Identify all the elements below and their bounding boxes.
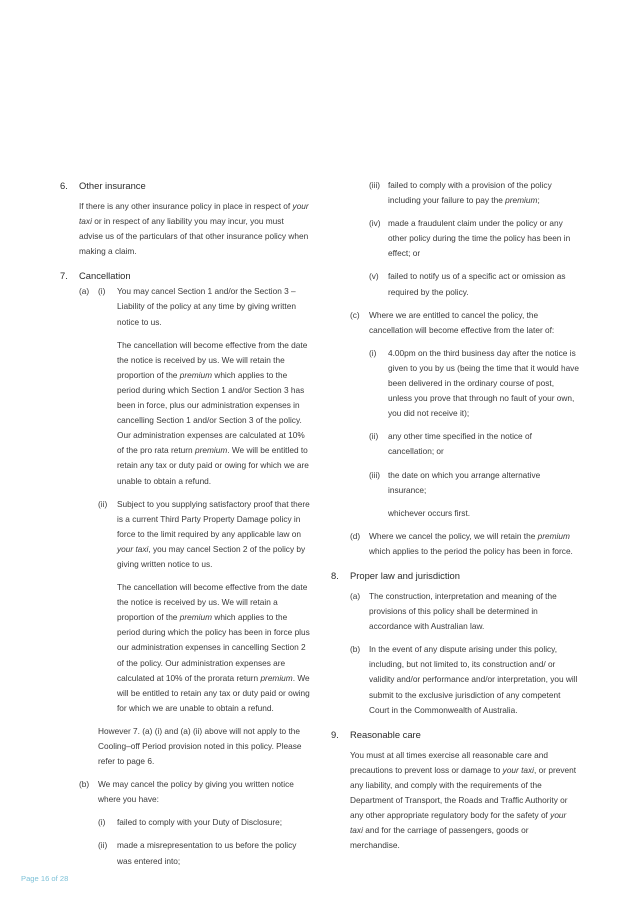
clause-label: (a) <box>79 286 90 297</box>
clause-7c-ii: (ii) any other time specified in the notice of cancellation; or <box>369 431 532 457</box>
clause-label: (d) <box>350 530 361 541</box>
section-body: If there is any other insurance policy in place in respect of your taxi or in respect of any liability you may incur, you must advise us of the particulars of that other insurance policy when making a claim. <box>79 201 309 257</box>
section-7 <box>60 268 310 868</box>
section-title: Reasonable care <box>350 728 421 740</box>
paragraph: However 7. (a) (i) and (a) (ii) above will not apply to the Cooling–off Period provision noted in this policy. Please refer to page 6. <box>98 725 302 767</box>
section-number: 8. <box>331 569 339 581</box>
clause-7b-ii: (ii) made a misrepresentation to us before the policy was entered into; <box>98 840 297 866</box>
clause-label: (iii) <box>369 180 381 190</box>
clause-7b-iv: (iv) made a fraudulent claim under the policy or any other policy during the time the policy has been in effect; or <box>369 218 571 259</box>
clause-7b <box>79 777 310 868</box>
right-column <box>331 178 579 853</box>
paragraph: Where we are entitled to cancel the policy, the cancellation will become effective from the later of: <box>369 309 555 335</box>
paragraph: You may cancel Section 1 and/or the Section 3 – Liability of the policy at any time by giving written notice to us. <box>117 286 296 327</box>
page-number: Page 16 of 28 <box>21 874 69 883</box>
clause-label: (a) <box>350 590 361 601</box>
clause-label: (b) <box>79 779 90 790</box>
clause-7b-v: (v) failed to notify us of a specific act or omission as required by the policy. <box>369 271 566 297</box>
clause-label: (iii) <box>369 469 381 480</box>
section-6 <box>60 178 310 259</box>
paragraph: Subject to you supplying satisfactory proof that there is a current Third Party Property Damage policy in force to the limit required by any applicable law on your taxi, you may cancel Section 2 of the policy by giving written notice to us. <box>117 498 310 569</box>
section-number: 6. <box>60 180 68 191</box>
section-number: 7. <box>60 270 68 282</box>
clause-label: (ii) <box>98 498 108 509</box>
clause-7a-ii <box>98 497 310 716</box>
clause-label: (i) <box>98 817 106 828</box>
paragraph: The cancellation will become effective from the date the notice is received by us. We will retain the proportion of the premium which applies to the period during which Section 1 and/or Section 3 has been in force, plus our administration expenses in cancelling Section 1 and/or Section 3 of the policy. Our administration expenses are calculated at 10% of the pro rata return premium. We will be entitled to retain any tax or duty paid or owing for which we are unable to obtain a refund. <box>117 339 309 486</box>
section-number: 9. <box>331 728 339 740</box>
clause-7b-i: (i) failed to comply with your Duty of Disclosure; <box>98 815 310 830</box>
clause-7c-iii: (iii) the date on which you arrange alternative insurance; whichever occurs first. <box>369 468 579 521</box>
clause-label: (v) <box>369 271 379 282</box>
clause-label: (ii) <box>98 840 108 851</box>
clause-7b-continued <box>369 178 579 300</box>
clause-label: (c) <box>350 309 360 320</box>
left-column <box>60 178 310 869</box>
section-9 <box>331 727 579 854</box>
paragraph: The cancellation will become effective from the date the notice is received by us. We will retain a proportion of the premium which applies to the period during which the policy has been in force plus our administration expenses in cancelling Section 2 of the policy. Our administration expenses are calculated at 10% of the prorata return premium. We will be entitled to retain any tax or duty paid or owing for which we are unable to obtain a refund. <box>117 582 310 713</box>
clause-7b-iii: (iii) failed to comply with a provision of the policy including your failure to pay the premium; <box>369 180 552 206</box>
section-8 <box>331 568 579 718</box>
clause-7a <box>79 284 310 769</box>
clause-label: (i) <box>98 286 106 297</box>
clause-8b: (b) In the event of any dispute arising under this policy, including, but not limited to, its construction and/ or validity and/or performance and/or interpretation, you will submit to the exclusive jurisdiction of any competent Court in the Commonwealth of Australia. <box>350 644 578 715</box>
paragraph: whichever occurs first. <box>388 507 471 518</box>
clause-label: (b) <box>350 644 361 655</box>
section-title: Proper law and jurisdiction <box>350 569 460 581</box>
section-title: Other insurance <box>79 180 146 191</box>
clause-7c-i: (i) 4.00pm on the third business day after the notice is given to you by us (being the time that it would have been delivered in the ordinary course of post, unless you prove that through no fault of your own, you did not receive it); <box>369 347 579 419</box>
clause-7d: (d) Where we cancel the policy, we will retain the premium which applies to the period the policy has been in force. <box>350 530 573 556</box>
clause-label: (i) <box>369 347 377 358</box>
section-title: Cancellation <box>79 270 131 282</box>
section-body: You must at all times exercise all reasonable care and precautions to prevent loss or damage to your taxi, or prevent any liability, and comply with the requirements of the Department of Transport, the Roads and Traffic Authority or any other appropriate regulatory body for the safety of your taxi and for the carriage of passengers, goods or merchandise. <box>350 749 576 851</box>
clause-8a: (a) The construction, interpretation and meaning of the provisions of this policy shall be determined in accordance with Australian law. <box>350 590 557 632</box>
clause-label: (iv) <box>369 218 381 229</box>
clause-label: (ii) <box>369 431 379 442</box>
paragraph: We may cancel the policy by giving you written notice where you have: <box>98 779 294 805</box>
clause-7a-i <box>98 284 310 488</box>
clause-7c <box>350 308 579 521</box>
